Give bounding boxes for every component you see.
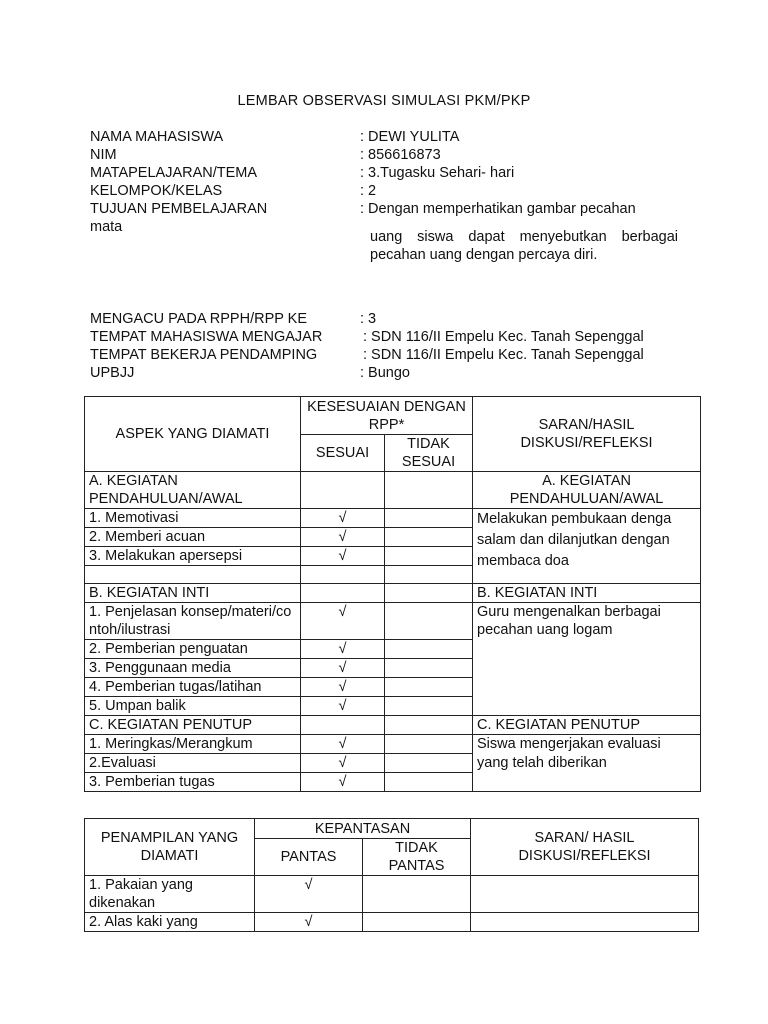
check-mark: √	[301, 678, 385, 697]
info-row-tempat-pendamping	[90, 346, 690, 364]
check-mark: √	[301, 509, 385, 528]
cell-empty	[363, 876, 471, 913]
info-label: TEMPAT BEKERJA PENDAMPING	[90, 347, 318, 363]
appearance-table	[84, 818, 699, 932]
cell-empty	[385, 528, 473, 547]
info-label: MENGACU PADA RPPH/RPP KE	[90, 311, 308, 327]
check-mark: √	[301, 697, 385, 716]
aspect-apersepsi: 3. Melakukan apersepsi	[85, 547, 301, 566]
info-value: : 3	[360, 311, 377, 327]
info-value: : 2	[360, 183, 377, 199]
info-row-tujuan	[90, 200, 690, 264]
cell-empty	[385, 584, 473, 603]
cell-empty	[85, 566, 301, 584]
section-c-saran: C. KEGIATAN PENUTUP	[473, 716, 701, 735]
check-mark: √	[301, 528, 385, 547]
appearance-pakaian: 1. Pakaian yang dikenakan	[85, 876, 255, 913]
check-mark: √	[301, 773, 385, 792]
info-label: KELOMPOK/KELAS	[90, 183, 223, 199]
info-label: NAMA MAHASISWA	[90, 129, 224, 145]
cell-empty	[301, 716, 385, 735]
section-b-label: B. KEGIATAN INTI	[85, 584, 301, 603]
info-value: : Bungo	[360, 365, 410, 381]
saran-pendahuluan: Melakukan pembukaan denga salam dan dilanjutkan dengan membaca doa	[473, 509, 701, 584]
cell-empty	[385, 509, 473, 528]
aspect-penguatan: 2. Pemberian penguatan	[85, 640, 301, 659]
info-value: : DEWI YULITA	[360, 129, 460, 145]
info-value: : SDN 116/II Empelu Kec. Tanah Sepenggal	[363, 329, 644, 345]
cell-empty	[385, 547, 473, 566]
aspect-merangkum: 1. Meringkas/Merangkum	[85, 735, 301, 754]
aspect-media: 3. Penggunaan media	[85, 659, 301, 678]
info-row-rpp	[90, 310, 690, 328]
cell-empty	[385, 735, 473, 754]
header-tidak-sesuai: TIDAK SESUAI	[385, 435, 473, 472]
check-mark: √	[255, 913, 363, 932]
cell-empty	[301, 472, 385, 509]
aspect-evaluasi: 2.Evaluasi	[85, 754, 301, 773]
info-row-nim	[90, 146, 690, 164]
info-row-mapel	[90, 164, 690, 182]
info-value: : SDN 116/II Empelu Kec. Tanah Sepenggal	[363, 347, 644, 363]
aspect-pemberian-tugas: 3. Pemberian tugas	[85, 773, 301, 792]
cell-empty	[471, 876, 699, 913]
cell-empty	[385, 754, 473, 773]
observation-table	[84, 396, 701, 792]
info-row-kelompok	[90, 182, 690, 200]
identity-section	[90, 128, 690, 382]
cell-empty	[471, 913, 699, 932]
cell-empty	[301, 566, 385, 584]
check-mark: √	[301, 640, 385, 659]
cell-empty	[385, 472, 473, 509]
cell-empty	[385, 716, 473, 735]
cell-empty	[363, 913, 471, 932]
info-value: : Dengan memperhatikan gambar pecahan	[360, 201, 636, 217]
section-a-saran: A. KEGIATAN PENDAHULUAN/AWAL	[473, 472, 701, 509]
check-mark: √	[301, 659, 385, 678]
cell-empty	[385, 678, 473, 697]
aspect-tugas-latihan: 4. Pemberian tugas/latihan	[85, 678, 301, 697]
header-tidak-pantas: TIDAK PANTAS	[363, 839, 471, 876]
saran-inti: Guru mengenalkan berbagai pecahan uang logam	[473, 603, 701, 716]
info-row-tempat-mengajar	[90, 328, 690, 346]
header-pantas: PANTAS	[255, 839, 363, 876]
aspect-penjelasan: 1. Penjelasan konsep/materi/contoh/ilustrasi	[85, 603, 301, 640]
info-value: : 856616873	[360, 147, 441, 163]
header-saran: SARAN/HASIL DISKUSI/REFLEKSI	[473, 397, 701, 472]
info-row-upbjj	[90, 364, 690, 382]
info-label: UPBJJ	[90, 365, 135, 381]
info-value: : 3.Tugasku Sehari- hari	[360, 165, 515, 181]
cell-empty	[385, 659, 473, 678]
cell-empty	[385, 697, 473, 716]
cell-empty	[301, 584, 385, 603]
info-label: NIM	[90, 147, 117, 163]
info-label: TUJUAN PEMBELAJARAN	[90, 201, 268, 217]
header-penampilan: PENAMPILAN YANG DIAMATI	[85, 819, 255, 876]
info-value-cont: uang siswa dapat menyebutkan berbagai pecahan uang dengan percaya diri.	[370, 229, 678, 263]
section-b-saran: B. KEGIATAN INTI	[473, 584, 701, 603]
appearance-alas-kaki: 2. Alas kaki yang	[85, 913, 255, 932]
check-mark: √	[301, 754, 385, 773]
saran-penutup: Siswa mengerjakan evaluasi yang telah diberikan	[473, 735, 701, 792]
cell-empty	[385, 640, 473, 659]
check-mark: √	[301, 735, 385, 754]
section-a-label: A. KEGIATAN PENDAHULUAN/AWAL	[85, 472, 301, 509]
info-label: TEMPAT MAHASISWA MENGAJAR	[90, 329, 323, 345]
cell-empty	[385, 773, 473, 792]
info-label-cont: mata	[90, 219, 123, 235]
header-kesesuaian: KESESUAIAN DENGAN RPP*	[301, 397, 473, 435]
aspect-memotivasi: 1. Memotivasi	[85, 509, 301, 528]
header-aspek: ASPEK YANG DIAMATI	[85, 397, 301, 472]
info-label: MATAPELAJARAN/TEMA	[90, 165, 258, 181]
cell-empty	[385, 566, 473, 584]
check-mark: √	[301, 603, 385, 640]
info-row-nama	[90, 128, 690, 146]
header-sesuai: SESUAI	[301, 435, 385, 472]
check-mark: √	[255, 876, 363, 913]
aspect-memberi-acuan: 2. Memberi acuan	[85, 528, 301, 547]
section-c-label: C. KEGIATAN PENUTUP	[85, 716, 301, 735]
header-saran: SARAN/ HASIL DISKUSI/REFLEKSI	[471, 819, 699, 876]
check-mark: √	[301, 547, 385, 566]
cell-empty	[385, 603, 473, 640]
header-kepantasan: KEPANTASAN	[255, 819, 471, 839]
aspect-umpan-balik: 5. Umpan balik	[85, 697, 301, 716]
page-title: LEMBAR OBSERVASI SIMULASI PKM/PKP	[237, 93, 531, 109]
